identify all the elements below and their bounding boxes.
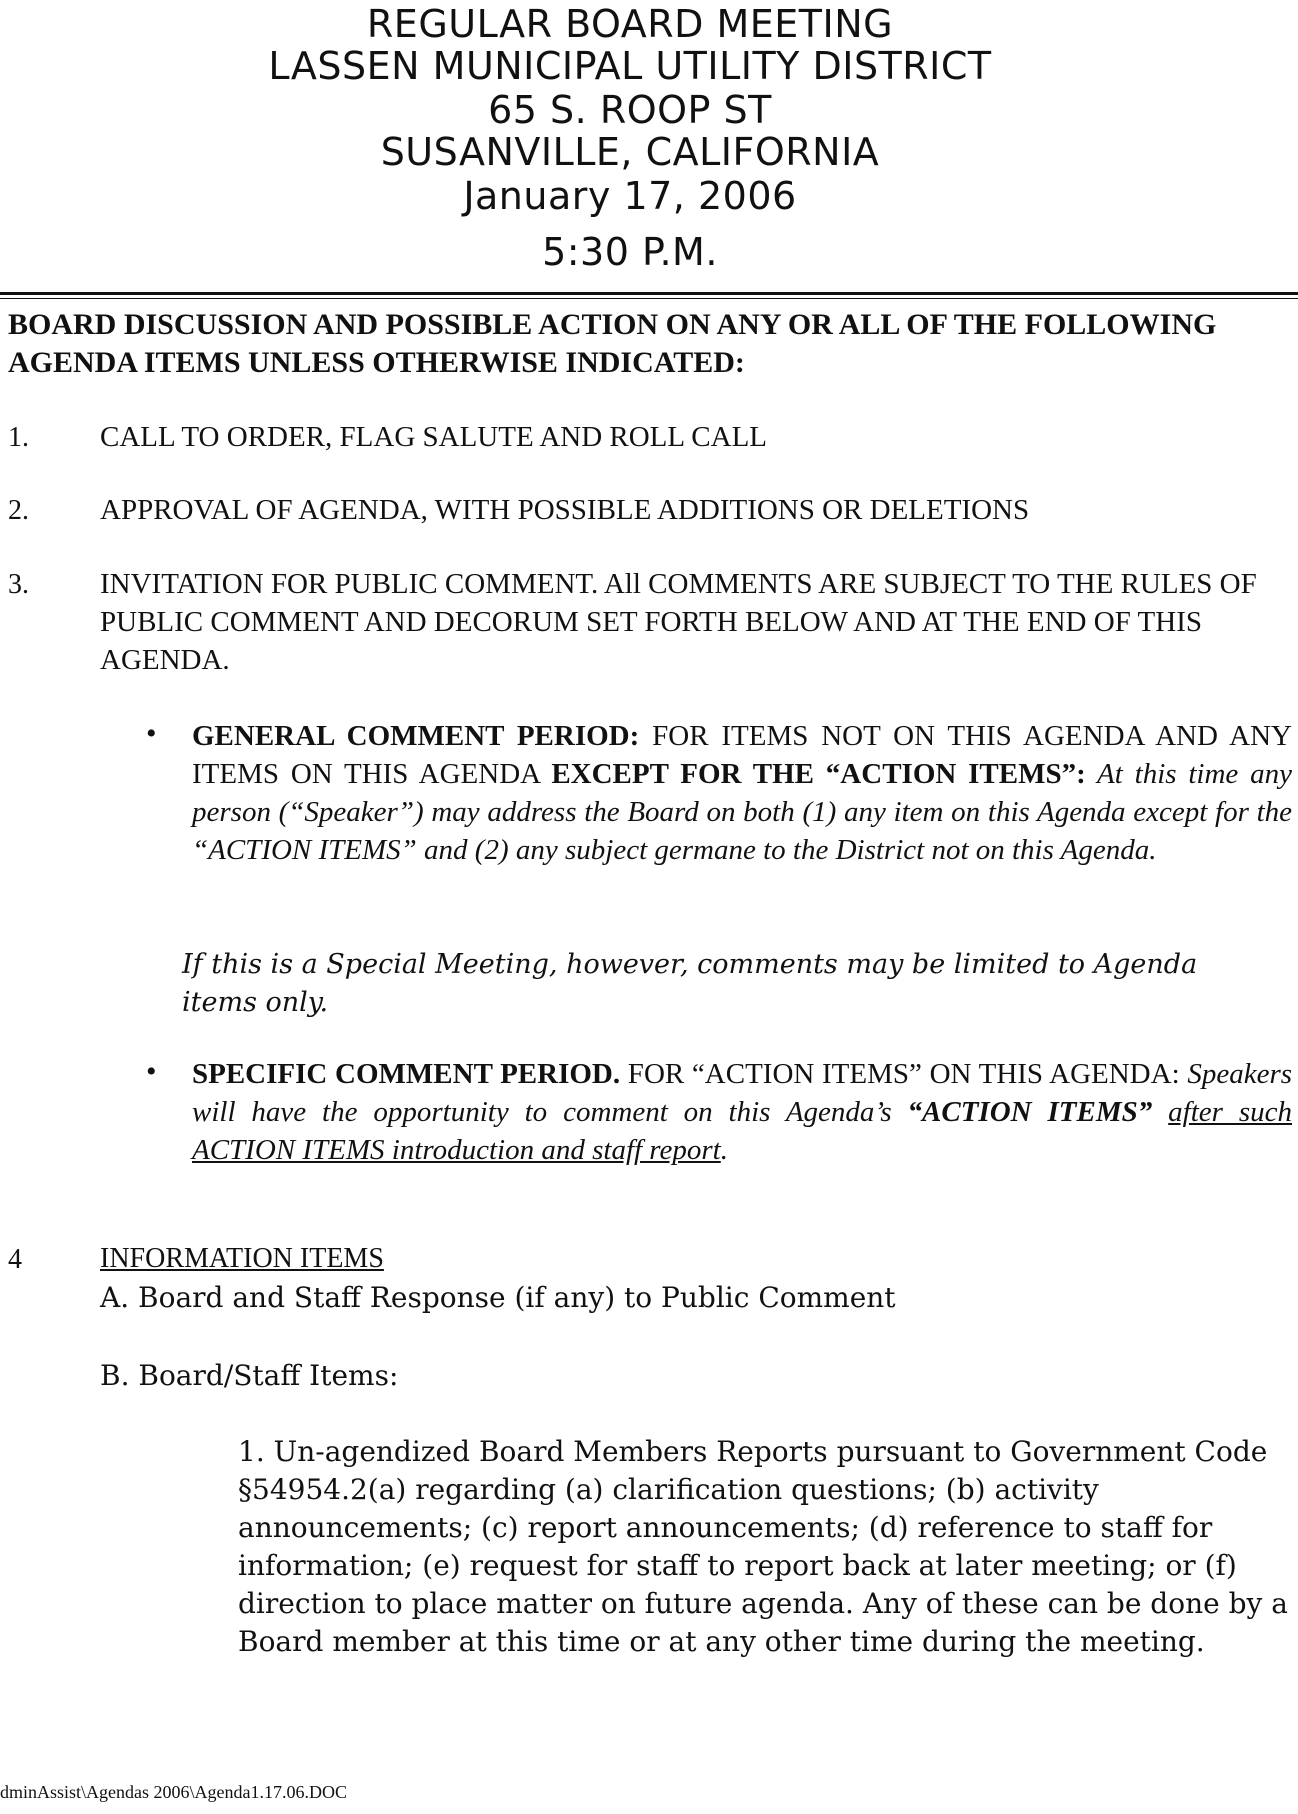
board-member-reports: 1. Un-agendized Board Members Reports pursuant to Government Code §54954.2(a) regarding (a) clarification questions; (b) activity announcements; (c) report announcements; (d) reference to staff for information; (e) request for staff to report back at later meeting; or (f) direction to place matter on future agenda. Any of these can be done by a Board member at this time or at any other time during the meeting.	[238, 1435, 1288, 1658]
specific-comment-detail: Speakers will have the opportunity to comment on this Agenda’s	[192, 1058, 1293, 1128]
file-path-footer: dminAssist\Agendas 2006\Agenda1.17.06.DOC	[0, 1782, 347, 1802]
specific-comment-label: SPECIFIC COMMENT PERIOD.	[192, 1058, 621, 1090]
general-comment-period	[192, 717, 1292, 869]
item-number: 3.	[8, 569, 29, 600]
special-meeting-note: If this is a Special Meeting, however, comments may be limited to Agenda items only.	[182, 949, 1198, 1018]
information-items-title: INFORMATION ITEMS	[100, 1243, 384, 1274]
header-rule	[0, 292, 1298, 295]
header-city: SUSANVILLE, CALIFORNIA	[380, 130, 880, 174]
header-district: LASSEN MUNICIPAL UTILITY DISTRICT	[268, 44, 992, 88]
header-title: REGULAR BOARD MEETING	[366, 2, 894, 46]
general-comment-except: EXCEPT FOR THE “ACTION ITEMS”:	[551, 758, 1086, 790]
specific-comment-action-items: “ACTION ITEMS”	[907, 1096, 1153, 1128]
information-item-b: B. Board/Staff Items:	[100, 1359, 399, 1392]
item-number: 2.	[8, 495, 29, 526]
specific-comment-text: FOR “ACTION ITEMS” ON THIS AGENDA:	[620, 1058, 1188, 1090]
header-date: January 17, 2006	[463, 174, 797, 218]
header-rule-thin	[0, 298, 1298, 299]
item-number: 1.	[8, 422, 29, 453]
specific-comment-period	[192, 1055, 1292, 1169]
information-item-a: A. Board and Staff Response (if any) to Public Comment	[100, 1281, 896, 1314]
general-comment-detail: At this time any person (“Speaker”) may address the Board on both (1) any item on this Agenda except for the “ACTION ITEMS” and (2) any subject germane to the District not on this Agenda.	[192, 758, 1292, 866]
specific-comment-end: .	[720, 1134, 728, 1166]
item-number: 4	[8, 1244, 22, 1275]
general-comment-text: FOR ITEMS NOT ON THIS AGENDA AND ANY ITEMS ON THIS AGENDA	[192, 720, 1293, 790]
header-address: 65 S. ROOP ST	[488, 88, 772, 132]
agenda-item-3: INVITATION FOR PUBLIC COMMENT. All COMMENTS ARE SUBJECT TO THE RULES OF PUBLIC COMMENT AND DECORUM SET FORTH BELOW AND AT THE END OF THIS AGENDA.	[100, 568, 1257, 676]
general-comment-label: GENERAL COMMENT PERIOD:	[192, 720, 640, 752]
bullet-icon: •	[146, 1055, 157, 1088]
specific-comment-underlined: after such ACTION ITEMS introduction and staff report	[192, 1096, 1293, 1166]
intro-statement: BOARD DISCUSSION AND POSSIBLE ACTION ON ANY OR ALL OF THE FOLLOWING AGENDA ITEMS UNLESS OTHERWISE INDICATED:	[8, 308, 1217, 379]
agenda-item-2: APPROVAL OF AGENDA, WITH POSSIBLE ADDITIONS OR DELETIONS	[100, 494, 1030, 526]
agenda-item-1: CALL TO ORDER, FLAG SALUTE AND ROLL CALL	[100, 421, 767, 453]
header-time: 5:30 P.M.	[542, 230, 718, 274]
bullet-icon: •	[146, 717, 157, 750]
